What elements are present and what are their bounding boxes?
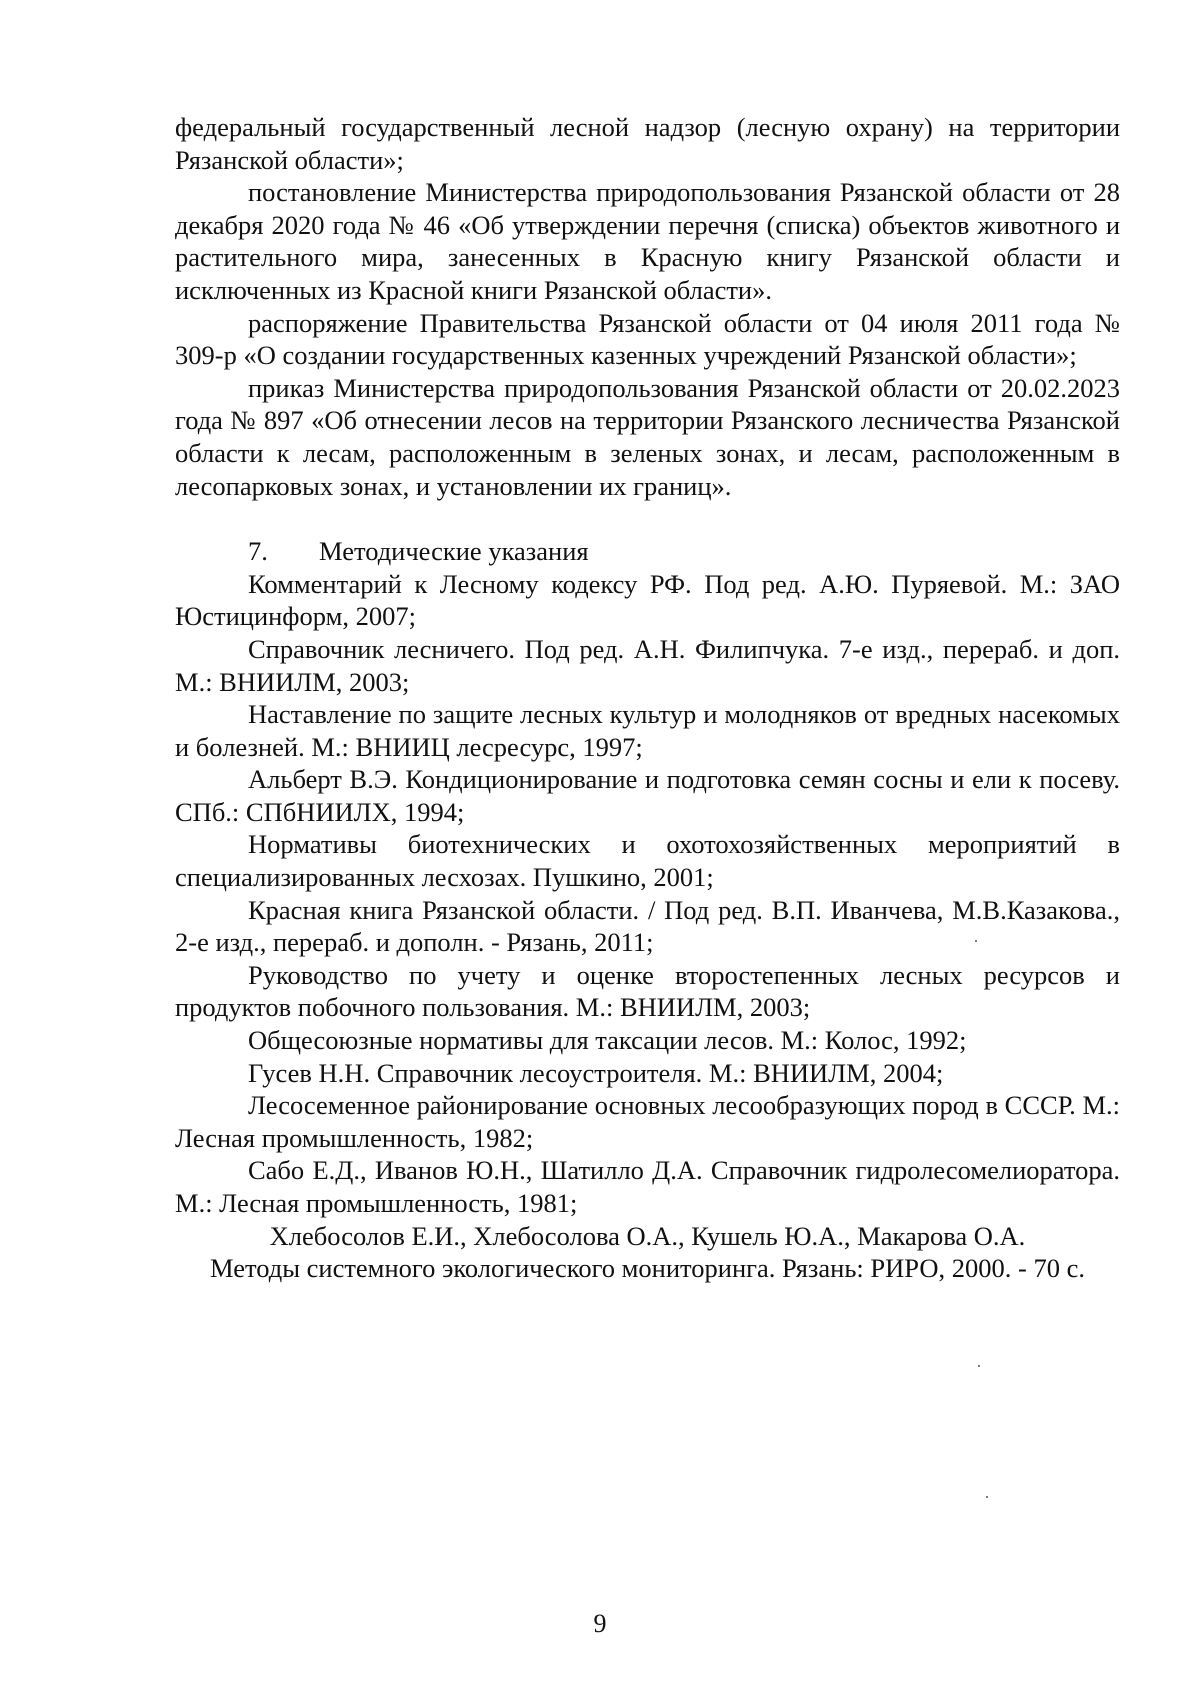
- scan-speck: [975, 940, 977, 942]
- reference-item: Гусев Н.Н. Справочник лесоустроителя. М.: ВНИИЛМ, 2004;: [248, 1057, 944, 1088]
- reference-item: Альберт В.Э. Кондиционирование и подготовка семян сосны и ели к посеву. СПб.: СПбНИИЛХ, 1994;: [175, 764, 1120, 827]
- paragraph-ministry-order: приказ Министерства природопользования Рязанской области от 20.02.2023 года № 897 «Об отнесении лесов на территории Рязанского лесничества Рязанской области к лесам, расположенным в зеленых зонах, и лесам, расположенным в лесопарковых зонах, и установлении их границ».: [175, 372, 1120, 501]
- reference-item: Нормативы биотехнических и охотохозяйственных мероприятий в специализированных лесхозах. Пушкино, 2001;: [175, 829, 1120, 893]
- reference-item: Наставление по защите лесных культур и молодняков от вредных насекомых и болезней. М.: ВНИИЦ лесресурс, 1997;: [175, 699, 1120, 762]
- section-spacer: [175, 502, 1120, 535]
- section-title: Методические указания: [319, 536, 589, 567]
- document-body: [175, 111, 1120, 1285]
- reference-item: Общесоюзные нормативы для таксации лесов. М.: Колос, 1992;: [248, 1025, 967, 1056]
- reference-item-last-line1: Хлебосолов Е.И., Хлебосолова О.А., Кушель Ю.А., Макарова О.А.: [269, 1220, 1026, 1251]
- reference-item-last-line2: Методы системного экологического мониторинга. Рязань: РИРО, 2000. - 70 с.: [210, 1253, 1085, 1284]
- section-number: 7.: [248, 536, 268, 567]
- reference-item: Лесосеменное районирование основных лесообразующих пород в СССР. М.: Лесная промышленность, 1982;: [175, 1090, 1120, 1153]
- reference-item: Красная книга Рязанской области. / Под ред. В.П. Иванчева, М.В.Казакова., 2-е изд., перераб. и дополн. - Рязань, 2011;: [175, 894, 1120, 958]
- scan-speck: [978, 1365, 980, 1367]
- paragraph-forest-supervision-end: федеральный государственный лесной надзор (лесную охрану) на территории Рязанской области»;: [175, 112, 1120, 175]
- reference-item: Руководство по учету и оценке второстепенных лесных ресурсов и продуктов побочного пользования. М.: ВНИИЛМ, 2003;: [175, 959, 1120, 1023]
- paragraph-red-book-resolution: постановление Министерства природопользования Рязанской области от 28 декабря 2020 года № 46 «Об утверждении перечня (списка) объектов животного и растительного мира, занесенных в Красную книгу Рязанской области и исключенных из Красной книги Рязанской области».: [175, 177, 1120, 305]
- page-number: 9: [593, 1609, 607, 1638]
- reference-item: Комментарий к Лесному кодексу РФ. Под ред. А.Ю. Пуряевой. М.: ЗАО Юстицинформ, 2007;: [175, 568, 1120, 632]
- section-heading: [175, 535, 1120, 568]
- reference-item: Справочник лесничего. Под ред. А.Н. Филипчука. 7-е изд., перераб. и доп. М.: ВНИИЛМ, 2003;: [175, 633, 1120, 697]
- paragraph-government-order: распоряжение Правительства Рязанской области от 04 июля 2011 года № 309-р «О создании государственных казенных учреждений Рязанской области»;: [175, 307, 1120, 371]
- reference-item: Сабо Е.Д., Иванов Ю.Н., Шатилло Д.А. Справочник гидролесомелиоратора. М.: Лесная промышленность, 1981;: [175, 1155, 1120, 1218]
- scan-speck: [986, 1496, 988, 1498]
